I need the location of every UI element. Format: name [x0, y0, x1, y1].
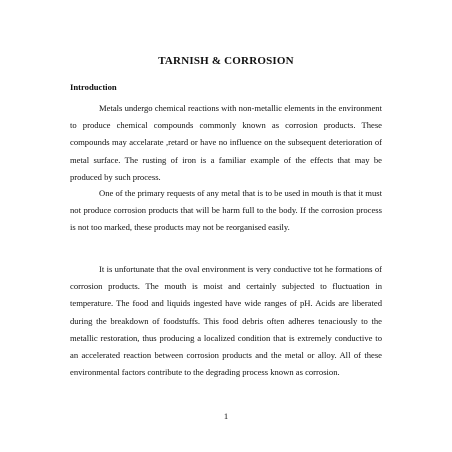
section-heading: Introduction	[70, 82, 117, 92]
page-number: 1	[223, 411, 229, 421]
paragraph-1: Metals undergo chemical reactions with non-metallic elements in the environment to produce chemical compounds commonly known as corrosion products. These compounds may accelarate ,retard or have no influence on the subsequent deterioration of metal surface. The rusting of iron is a familiar example of the effects that may be produced by such process.	[70, 103, 382, 182]
page-title: TARNISH & CORROSION	[158, 55, 294, 67]
paragraph-2: One of the primary requests of any metal that is to be used in mouth is that it must not produce corrosion products that will be harm full to the body. If the corrosion process is not too marked, these products may not be reorganised easily.	[70, 188, 382, 233]
paragraph-3: It is unfortunate that the oval environment is very conductive tot he formations of corrosion products. The mouth is moist and certainly subjected to fluctuation in temperature. The food and liquids ingested have wide ranges of pH. Acids are liberated during the breakdown of foodstuffs. This food debris often adheres tenaciously to the metallic restoration, thus producing a localized condition that is extremely conductive to an accelerated reaction between corrosion products and the metal or alloy. All of these environmental factors contribute to the degrading process known as corrosion.	[70, 264, 382, 378]
